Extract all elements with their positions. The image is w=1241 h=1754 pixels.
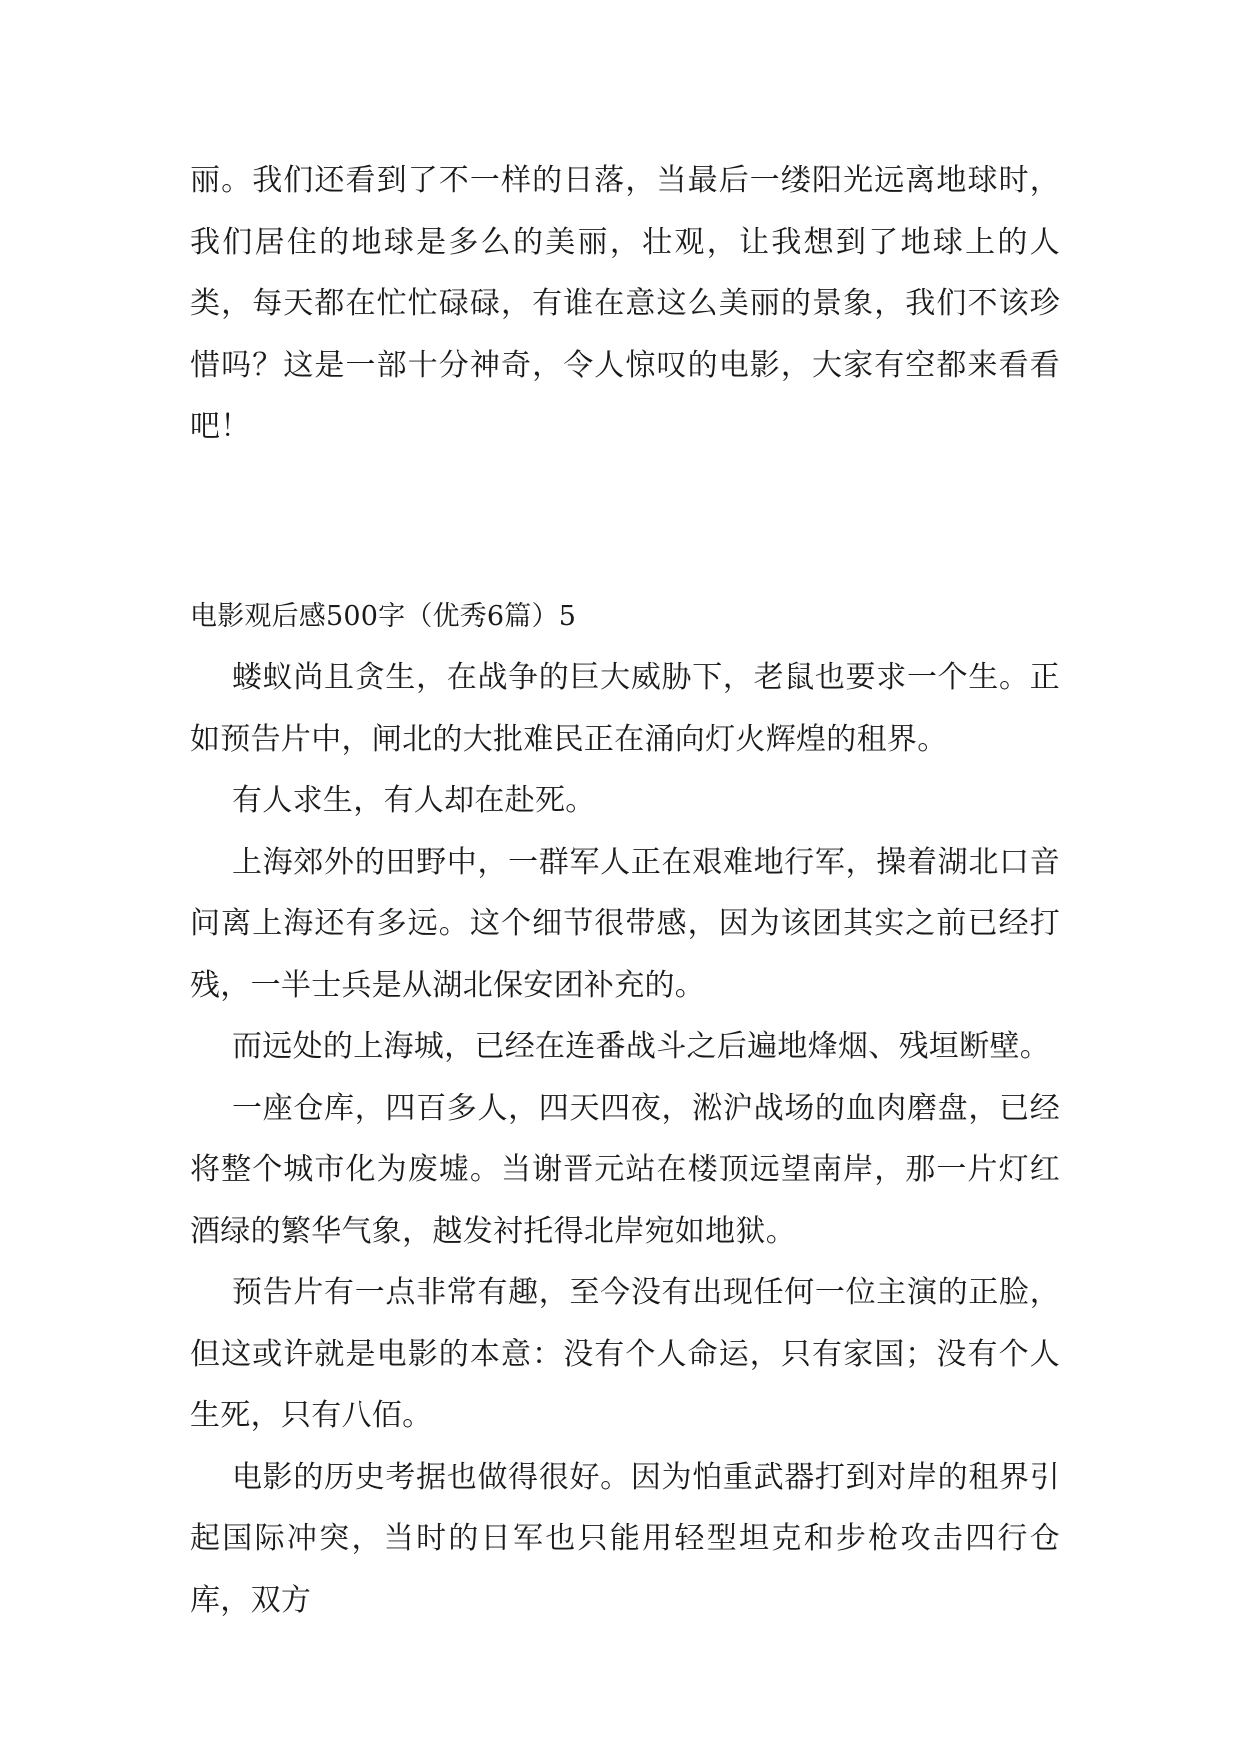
section-spacer [190,458,1060,586]
body-paragraph: 蝼蚁尚且贪生，在战争的巨大威胁下，老鼠也要求一个生。正如预告片中，闸北的大批难民正在涌向灯火辉煌的租界。 [190,660,1060,757]
body-paragraph: 有人求生，有人却在赴死。 [232,783,596,818]
body-paragraph: 一座仓库，四百多人，四天四夜，淞沪战场的血肉磨盘，已经将整个城市化为废墟。当谢晋元站在楼顶远望南岸，那一片灯红酒绿的繁华气象，越发衬托得北岸宛如地狱。 [190,1090,1060,1249]
document-body [190,150,1060,1631]
body-paragraph: 预告片有一点非常有趣，至今没有出现任何一位主演的正脸，但这或许就是电影的本意：没有个人命运，只有家国；没有个人生死，只有八佰。 [190,1275,1060,1433]
body-paragraph: 上海郊外的田野中，一群军人正在艰难地行军，操着湖北口音问离上海还有多远。这个细节很带感，因为该团其实之前已经打残，一半士兵是从湖北保安团补充的。 [190,844,1060,1003]
body-paragraph: 电影的历史考据也做得很好。因为怕重武器打到对岸的租界引起国际冲突，当时的日军也只能用轻型坦克和步枪攻击四行仓库，双方 [190,1459,1060,1618]
section-title: 电影观后感500字（优秀6篇）5 [190,600,577,632]
intro-paragraph: 丽。我们还看到了不一样的日落，当最后一缕阳光远离地球时，我们居住的地球是多么的美丽，壮观，让我想到了地球上的人类，每天都在忙忙碌碌，有谁在意这么美丽的景象，我们不该珍惜吗？这是一部十分神奇，令人惊叹的电影，大家有空都来看看吧！ [190,163,1060,444]
body-paragraph: 而远处的上海城，已经在连番战斗之后遍地烽烟、残垣断壁。 [232,1029,1051,1064]
